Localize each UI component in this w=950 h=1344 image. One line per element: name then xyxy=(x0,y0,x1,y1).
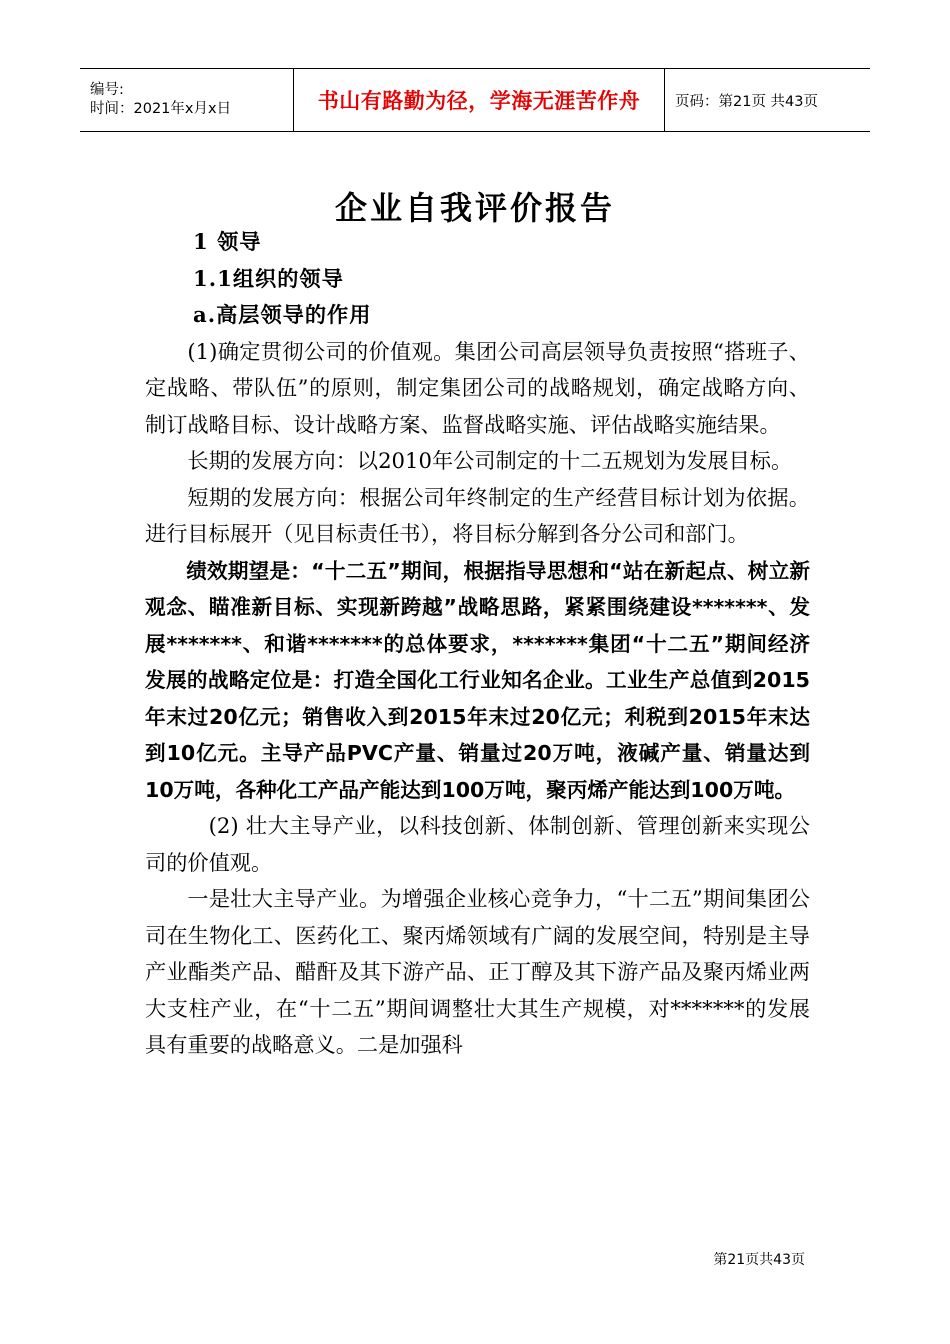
subsection-heading: 1.1组织的领导 xyxy=(193,265,344,291)
paragraph-long-term: 长期的发展方向：以2010年公司制定的十二五规划为发展目标。 xyxy=(187,448,793,473)
header-meta xyxy=(80,69,293,131)
section-heading: 1 领导 xyxy=(193,229,262,254)
code-label: 编号: xyxy=(90,82,124,98)
paragraph-values: (1)确定贯彻公司的价值观。集团公司高层领导负责按照“搭班子、定战略、带队伍”的原则，制定集团公司的战略规划，确定战略方向、制订战略目标、设计战略方案、监督战略实施、评估战略实施结果。 xyxy=(145,338,810,437)
document-title: 企业自我评价报告 xyxy=(334,189,615,227)
page-header xyxy=(80,68,870,132)
paragraph-main-industry: 一是壮大主导产业。为增强企业核心竞争力，“十二五”期间集团公司在生物化工、医药化工、聚丙烯领域有广阔的发展空间，特别是主导产业酯类产品、醋酐及其下游产品、正丁醇及其下游产品及聚丙烯业两大支柱产业，在“十二五”期间调整壮大其生产规模，对*******的发展具有重要的战略意义。二是加强科 xyxy=(145,886,810,1057)
header-motto: 书山有路勤为径，学海无涯苦作舟 xyxy=(317,89,641,113)
paragraph-performance: 绩效期望是：“十二五”期间，根据指导思想和“站在新起点、树立新观念、瞄准新目标、实现新跨越”战略思路，紧紧围绕建设*******、发展*******、和谐*******的总体要求，*******集团“十二五”期间经济发展的战略定位是：打造全国化工行业知名企业。工业生产总值到2015年末过20亿元；销售收入到2015年末过20亿元；利税到2015年末达到10亿元。主导产品PVC产量、销量过20万吨，液碱产量、销量达到10万吨，各种化工产品产能达到100万吨，聚丙烯产能达到100万吨。 xyxy=(145,558,810,802)
paragraph-strengthen: (2) 壮大主导产业，以科技创新、体制创新、管理创新来实现公司的价值观。 xyxy=(145,813,810,875)
header-page-cell xyxy=(665,69,870,131)
date-label: 时间：2021年x月x日 xyxy=(90,101,232,117)
header-motto-cell xyxy=(293,69,665,131)
header-page-number: 页码：第21页 共43页 xyxy=(675,93,819,110)
paragraph-short-term: 短期的发展方向：根据公司年终制定的生产经营目标计划为依据。进行目标展开（见目标责任书），将目标分解到各分公司和部门。 xyxy=(145,484,810,546)
document-body xyxy=(145,224,810,1064)
subsubsection-heading: a.高层领导的作用 xyxy=(193,302,372,327)
page-footer: 第21页共43页 xyxy=(713,1252,805,1268)
